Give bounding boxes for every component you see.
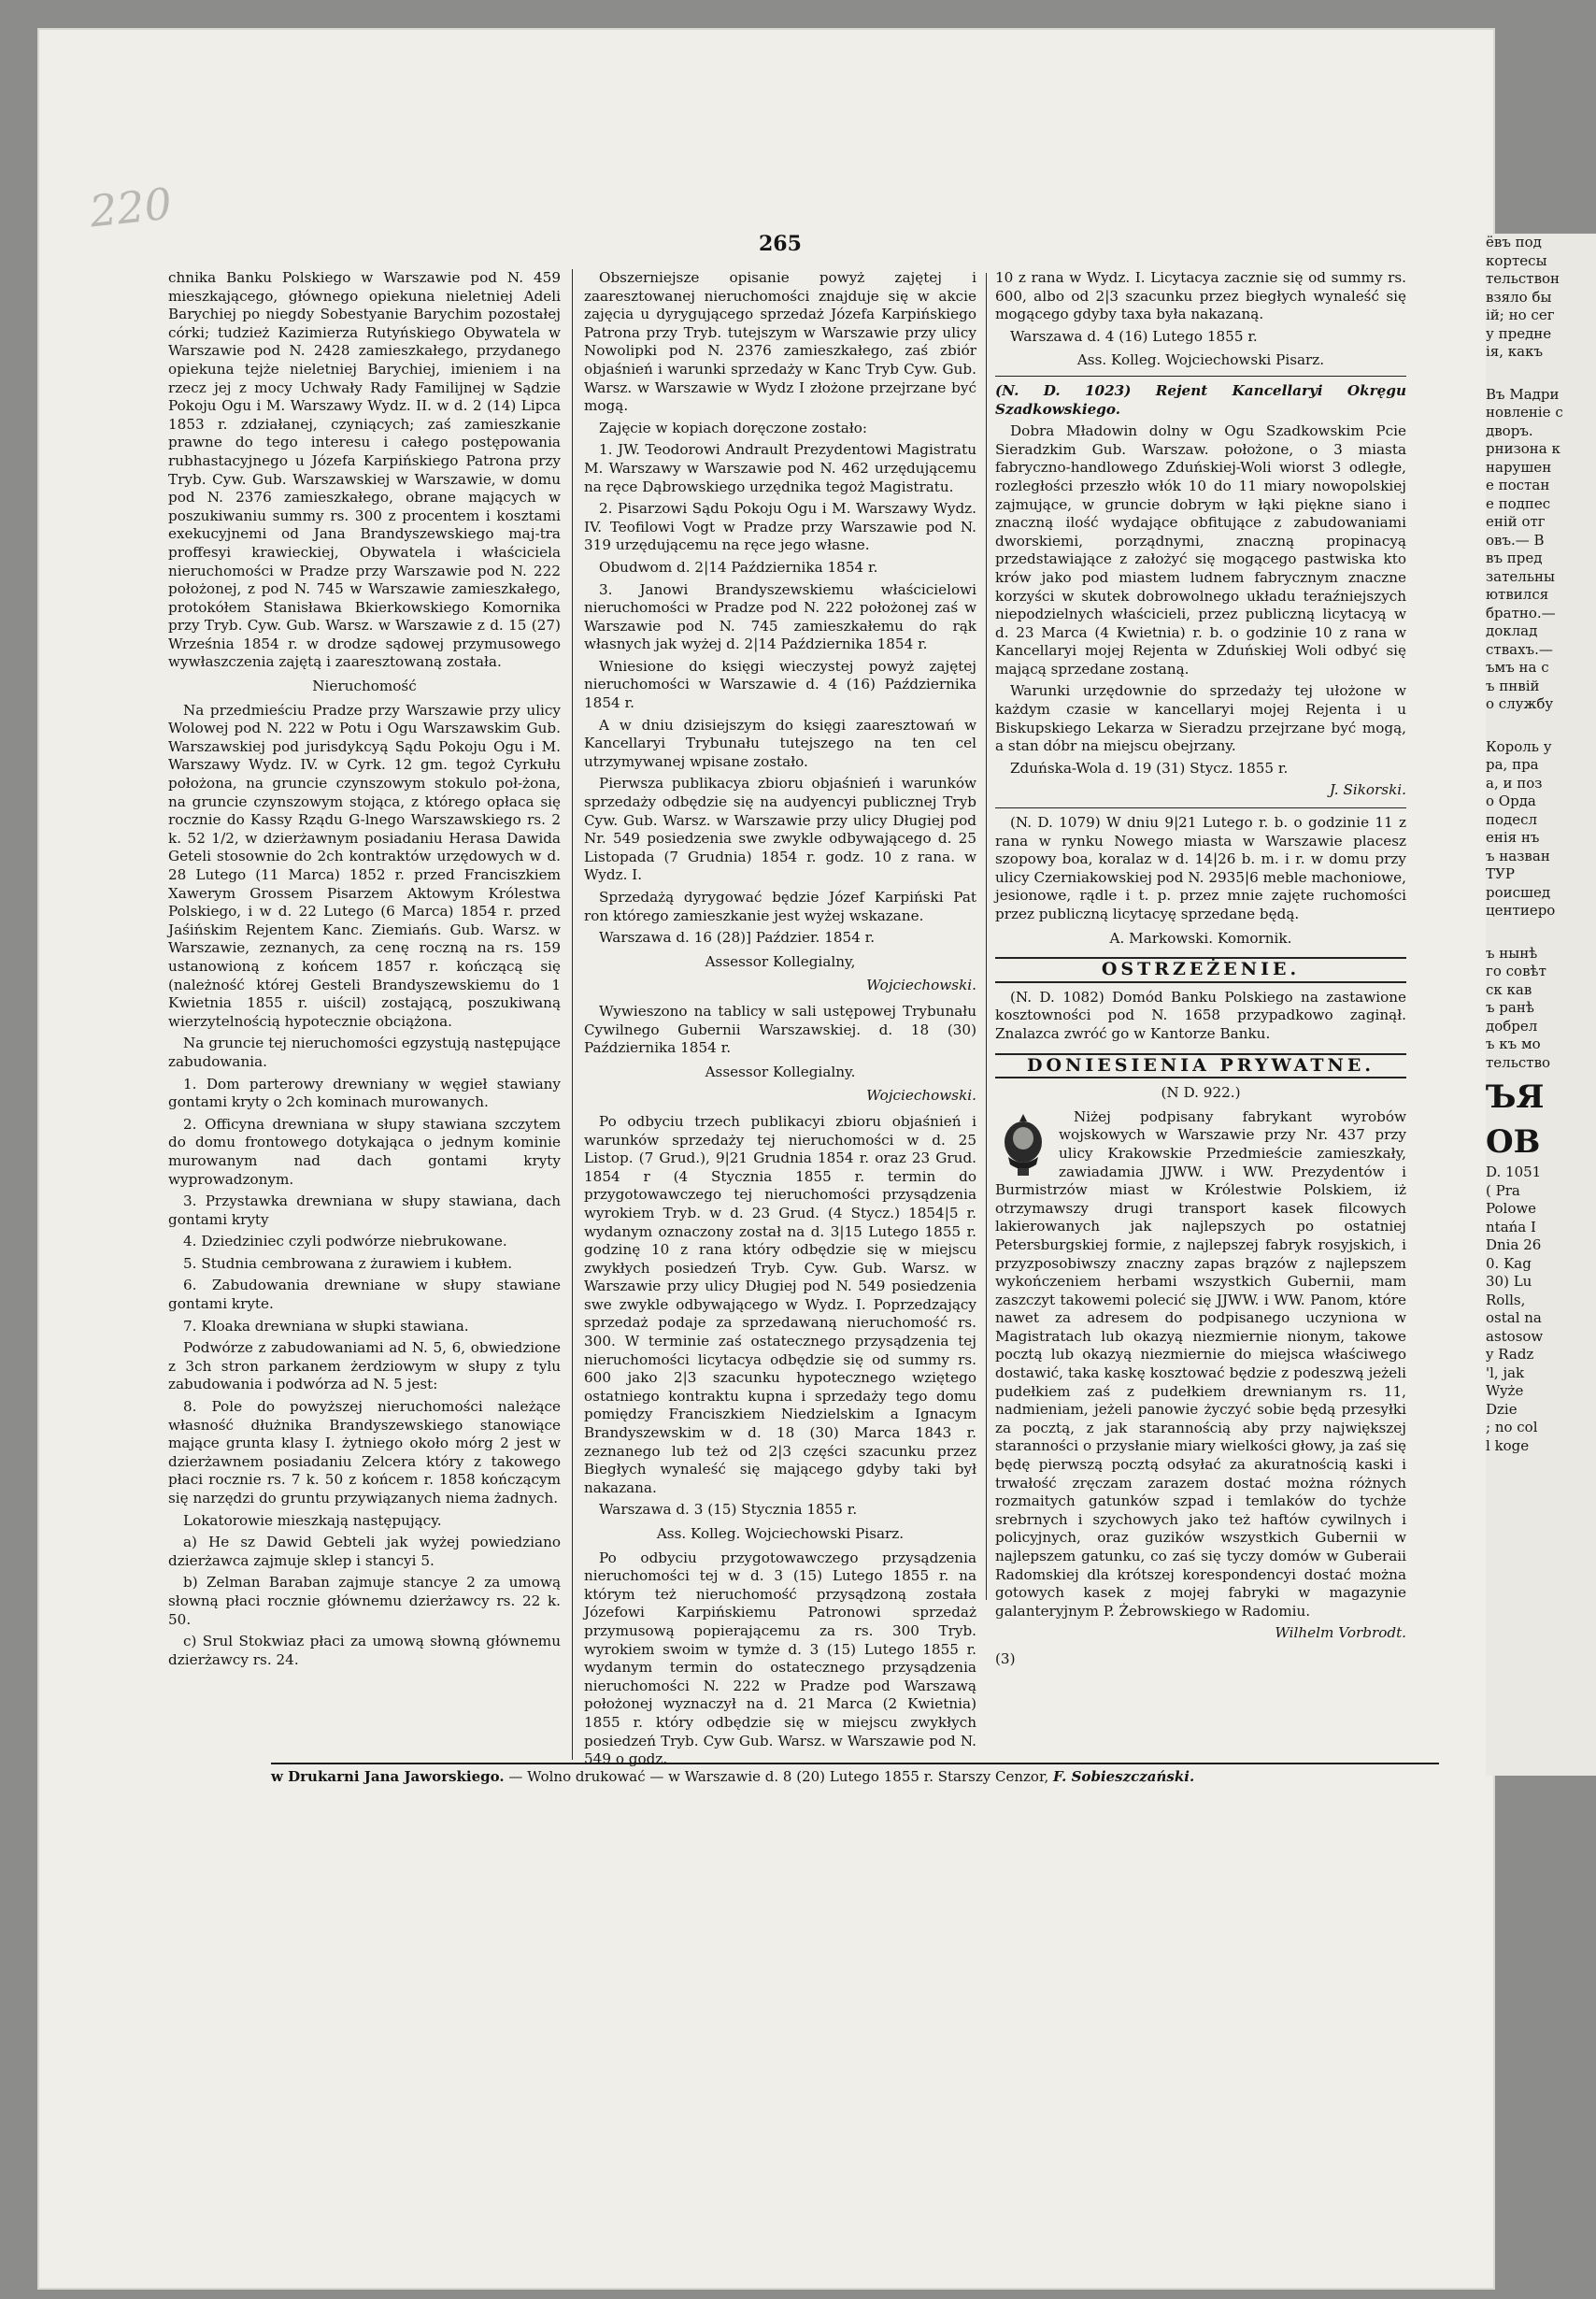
fragment-line: новленіе с: [1486, 404, 1563, 421]
col1-paragraph: Podwórze z zabudowaniami ad N. 5, 6, obwiedzione z 3ch stron parkanem żerdziowym w słupy z tylu zabudowania i podwórza ad N. 5 jest:: [168, 1339, 561, 1393]
fragment-line: D. 1051: [1486, 1164, 1542, 1180]
fragment-line: ; no col: [1486, 1419, 1538, 1435]
col2-signature-title: Assessor Kollegialny.: [705, 1063, 856, 1080]
printer-name: w Drukarni Jana Jaworskiego.: [271, 1768, 505, 1785]
fragment-line: ютвился: [1486, 586, 1549, 603]
fragment-line: ъ нынѣ: [1486, 944, 1538, 962]
page-number: 265: [759, 232, 802, 256]
col1-paragraph: Na gruncie tej nieruchomości egzystują następujące zabudowania.: [168, 1035, 561, 1070]
col3-signature: A. Markowski. Komornik.: [1109, 929, 1292, 947]
fragment-line: Rolls,: [1486, 1291, 1526, 1308]
column-2: [584, 269, 976, 1773]
col2-signature-title: Assessor Kollegialny,: [705, 952, 856, 970]
fragment-line: е подпес: [1486, 494, 1551, 512]
col2-paragraph: Zajęcie w kopiach doręczone zostało:: [599, 419, 868, 436]
fragment-line: ъ ранѣ: [1486, 999, 1534, 1016]
col3-paragraph: Zduńska-Wola d. 19 (31) Stycz. 1855 r.: [1010, 759, 1289, 777]
fragment-line: Polowe: [1486, 1200, 1537, 1217]
fragment-line: Dnia 26: [1486, 1236, 1542, 1253]
helmet-emblem-icon: [995, 1110, 1051, 1179]
col2-paragraph: Warszawa d. 3 (15) Stycznia 1855 r.: [599, 1501, 858, 1519]
notice-number-tail: (3): [995, 1649, 1016, 1667]
fragment-line: ( Pra: [1486, 1181, 1520, 1199]
fragment-line: ск кав: [1486, 980, 1532, 998]
column-1: [168, 269, 561, 1673]
fragment-line: ТУР: [1486, 865, 1515, 882]
section-heading-warning: OSTRZEŻENIE.: [995, 957, 1406, 983]
fragment-spacer: [1486, 362, 1596, 386]
col2-paragraph: Pierwsza publikacya zbioru objaśnień i warunków sprzedaży odbędzie się na audyencyi publicznej Tryb Cyw. Gub. Warsz. w Warszawie przy ulicy Długiej pod Nr. 549 posiedzenia swe zwykle odbywającego d. 25 Listopada (7 Grudnia) 1854 r. godz. 10 z rana. w Wydz. I.: [584, 775, 976, 884]
fragment-line: y Radz: [1486, 1346, 1534, 1363]
notice-divider: [995, 807, 1406, 808]
fragment-line: центиеро: [1486, 902, 1556, 919]
fragment-line: братно.—: [1486, 604, 1556, 621]
censor-permission: — Wolno drukować — w Warszawie d. 8 (20) Lutego 1855 r. Starszy Cenzor,: [508, 1768, 1049, 1785]
fragment-line: 'l, jak: [1486, 1364, 1525, 1381]
col1-list-item: 4. Dziedziniec czyli podwórze niebrukowane.: [183, 1233, 507, 1250]
fragment-line: дворъ.: [1486, 421, 1533, 439]
col2-paragraph: 2. Pisarzowi Sądu Pokoju Ogu i M. Warszawy Wydz. IV. Teofilowi Vogt w Pradze przy Warszawie pod N. 319 urzędującemu na ręce jego własne.: [584, 500, 976, 554]
fragment-line: роисшед: [1486, 883, 1551, 901]
fragment-line: ntańa I: [1486, 1218, 1536, 1235]
fragment-line: ъ къ мо: [1486, 1035, 1541, 1052]
fragment-line: зательны: [1486, 567, 1555, 585]
fragment-line: l koge: [1486, 1436, 1530, 1454]
column-3: [995, 269, 1406, 1673]
handwritten-margin-note: 220: [87, 178, 175, 237]
col3-paragraph-text: Niżej podpisany fabrykant wyrobów wojskowych w Warszawie przy Nr. 437 przy ulicy Krakowskie Przedmieście zamieszkały, zawiadamia JJWW. i WW. Prezydentów i Burmistrzów miast w Królestwie Polskiem, iż otrzymawszy drugi transport kasek filcowych lakierowanych jak najlepszych po ostatniej Petersburgskiej formie, z najlepszej fabryk rosyjskich, i przyzposobiwszy znaczny zapas brązów z najlepszem wykończeniem herbami wszystkich Gubernii, mam zaszczyt takowemi polecić się JJWW. i WW. Panom, które nawet za adresem do podpisanego uczyniona w Magistratach lub okazyą niezmiernie nionym, takowe pocztą lub okazyą niezmiernie do miejsca właściwego dostawić, taka kaskę kosztować będzie z podeszwą jeżeli pudełkiem zaś z pudełkiem drewnianym rs. 11, nadmieniam, jeżeli panowie życzyć sobie będą przesyłki za pocztą, z jak starannością aby przy największej staranności o przysłanie miary wielkości głowy, ja zaś się będę pierwszą pocztą odsyłać za akuratnością kaski i trwałość zręczam zarazem dostać można różnych rozmaitych gatunków szpad i temlaków do tychże srebrnych i szychowych jako też haftów cywilnych i policyjnych, oraz guzików wszystkich Gubernii w najlepszem gatunku, co zaś się tyczy domów w Guberaii Radomskiej dla krótszej korespondencyi dostać można gotowych kasek z mojej fabryki w magazynie galanteryjnym P. Żebrowskiego w Radomiu.: [995, 1107, 1406, 1620]
fragment-line: добрел: [1486, 1017, 1538, 1035]
col2-paragraph: Obszerniejsze opisanie powyż zajętej i zaaresztowanej nieruchomości znajduje się w akcie zajęcia u dyrygującego sprzedaż Józefa Karpińskiego Patrona przy Tryb. tutejszym w Warszawie przy ulicy Nowolipki pod N. 2376 zamieszkałego, zaś zbiór objaśnień i warunki sprzedaży w Kanc Tryb Cyw. Gub. Warsz. w Warszawie w Wydz I złożone przejrzane być mogą.: [584, 269, 976, 415]
fragment-line: ъмъ на с: [1486, 659, 1549, 676]
col3-paragraph: Dobra Mładowin dolny w Ogu Szadkowskim Pcie Sieradzkim Gub. Warszaw. położone, o 3 miasta fabryczno-handlowego Zduńskiej-Woli wiorst 3 odległe, rozległości przeszło włók 10 do 11 miary nowopolskiej zajmujące, w gruncie dobrym w łąki piękne siano i znaczną ilość wydające obfitujące z zabudowaniami dworskiemi, porządnymi, znaczną propinacyą przedstawiające z założyć się mogącego pastwiska kto krów jako pod miastem ludnem fabrycznym znaczne korzyści w skutek dobrowolnego układu teraźniejszych niepodzielnych właścicieli, przez publiczną licytacyą w d. 23 Marca (4 Kwietnia) r. b. o godzinie 10 z rana w Kancellaryi mojej Rejenta w Zduńskiej Woli odbyć się mającą sprzedane zostaną.: [995, 422, 1406, 678]
fragment-line: подесл: [1486, 810, 1538, 828]
fragment-line: тельствон: [1486, 270, 1560, 287]
fragment-line: овъ.— В: [1486, 531, 1545, 549]
col2-paragraph: 3. Janowi Brandyszewskiemu właścicielowi nieruchomości w Pradze pod N. 222 położonej zaś w Warszawie pod N. 745 zamieszkałemu do rąk własnych jak wyżej d. 2|14 Października 1854 r.: [584, 580, 976, 653]
col2-paragraph: Wniesione do księgi wieczystej powyż zajętej nieruchomości w Warszawie d. 4 (16) Października 1854 r.: [584, 657, 976, 712]
fragment-line: у предне: [1486, 324, 1552, 342]
fragment-line: о Орда: [1486, 793, 1536, 809]
fragment-line: еній отг: [1486, 513, 1546, 530]
fragment-line: доклад: [1486, 622, 1538, 639]
imprint-footer: [271, 1763, 1439, 1786]
notice-divider: [995, 376, 1406, 377]
fragment-spacer: [1486, 921, 1596, 945]
fragment-line: 30) Lu: [1486, 1273, 1532, 1290]
col2-paragraph: Wywieszono na tablicy w sali ustępowej Trybunału Cywilnego Gubernii Warszawskiej. d. 18 (30) Października 1854 r.: [584, 1002, 976, 1057]
col2-signature: Wojciechowski.: [866, 977, 976, 994]
fragment-line: го совѣт: [1486, 963, 1546, 979]
col1-paragraph: chnika Banku Polskiego w Warszawie pod N. 459 mieszkającego, głównego opiekuna nieletniej Adeli Barychiej po niegdy Sobestyanie Barychim pozostałej córki; tudzież Kazimierza Rutyńskiego Obywatela w Warszawie pod N. 2428 zamieszkałego, przydanego opiekuna tejże nieletniej Barychiej, imieniem i na rzecz jej z mocy Uchwały Rady Familijnej w Sądzie Pokoju Ogu i M. Warszawy Wydz. II. w d. 2 (14) Lipca 1853 r. zdziałanej, czyniących; zaś zamieszkanie prawne do tego interesu i całego postępowania rubhastacyjnego u Józefa Karpińskiego Patrona przy Tryb. Cyw. Gub. Warszawskiej w Warszawie, w domu pod N. 2376 zamieszkałego, obrane mających w poszukiwaniu summy rs. 300 z procentem i kosztami exekucyjnemi od Jana Brandyszewskiego maj-tra proffesyi krawieckiej, Obywatela i właściciela nieruchomości w Pradze przy Warszawie pod N. 222 położonej, z pod N. 745 w Warszawie zamieszkałego, protokółem Stanisława Bkierkowskiego Komornika przy Tryb. Cyw. Gub. Warsz. w Warszawie z d. 15 (27) Września 1854 r. w drodze sądowej przymusowego wywłaszczenia zajętą i zaaresztowaną została.: [168, 269, 561, 671]
fragment-line: Въ Мадри: [1486, 385, 1560, 403]
col1-list-item: 2. Officyna drewniana w słupy stawiana szczytem do domu frontowego dotykająca o jednym kominie murowanym nad dach gontami kryty wyprowadzonym.: [168, 1115, 561, 1188]
col2-paragraph: 1. JW. Teodorowi Andrault Prezydentowi Magistratu M. Warszawy w Warszawie pod N. 462 urzędującemu na ręce Dąbrowskiego urzędnika tegoż Magistratu.: [584, 441, 976, 495]
fragment-line: ія, какъ: [1486, 343, 1544, 360]
col1-list-item: 6. Zabudowania drewniane w słupy stawiane gontami kryte.: [168, 1277, 561, 1313]
column-rule-right: [986, 273, 987, 1600]
section-heading-private-notices: DONIESIENIA PRYWATNE.: [995, 1053, 1406, 1079]
col1-list-item: 7. Kloaka drewniana w słupki stawiana.: [183, 1317, 469, 1335]
fragment-line: Wyże: [1486, 1382, 1524, 1399]
col2-paragraph: Po odbyciu trzech publikacyi zbioru objaśnień i warunków sprzedaży tej nieruchomości w d. 25 Listop. (7 Grud.), 9|21 Grudnia 1854 r. oraz 23 Grud. 1854 r (4 Stycznia 1855 r. termin do przygotowawczego tej nieruchomości przysądzenia wyrokiem Tryb. w d. 23 Grud. (4 Stycz.) 1854|5 r. wydanym oznaczony został na d. 3|15 Lutego 1855 r. godzinę 10 z rana który odbędzie się w miejscu zwykłych posiedzeń Tryb. Cyw. Gub. Warsz. w Warszawie przy ulicy Długiej pod N. 549 posiedzenia swe zwykle odbywającego w Wydz. I. Poprzedzający sprzedaż podaje za sprzedawaną nieruchomość rs. 300. W terminie zaś ostatecznego przysądzenia tej nieruchomości licytacya odbędzie się od summy rs. 600 jako 2|3 szacunku hypotecznego wziętego ostatniego kontraktu kupna i sprzedaży tego domu pomiędzy Franciszkiem Niedzielskim a Ignacym Brandyszewskim w d. 18 (30) Marca 1843 r. zeznanego lub też od 2|3 części szacunku przez Biegłych wynaleść się mającego gdyby taki był nakazana.: [584, 1112, 976, 1496]
col2-paragraph: A w dniu dzisiejszym do księgi zaaresztowań w Kancellaryi Trybunału tutejszego na ten cel utrzymywanej wpisane zostało.: [584, 716, 976, 770]
fragment-headline: ЪЯ: [1486, 1078, 1545, 1116]
col3-paragraph: Warszawa d. 4 (16) Lutego 1855 r.: [1010, 327, 1258, 345]
fragment-line: Dzie: [1486, 1400, 1518, 1418]
col2-signature: Ass. Kolleg. Wojciechowski Pisarz.: [656, 1525, 905, 1542]
fragment-line: взяло бы: [1486, 288, 1552, 306]
col1-list-item: 1. Dom parterowy drewniany w węgieł stawiany gontami kryty o 2ch kominach murowanych.: [168, 1075, 561, 1111]
col1-list-item: a) He sz Dawid Gebteli jak wyżej powiedziano dzierżawca zajmuje sklep i stancyi 5.: [168, 1534, 561, 1569]
col3-signature: Ass. Kolleg. Wojciechowski Pisarz.: [1076, 351, 1325, 369]
fragment-spacer: [1486, 714, 1596, 738]
col2-paragraph: Obudwom d. 2|14 Października 1854 r.: [599, 558, 878, 576]
fragment-line: о службу: [1486, 695, 1554, 712]
col3-paragraph: (N. D. 1082) Domód Banku Polskiego na zastawione kosztowności pod N. 1658 przypadkowo zaginął. Znalazca zwróć go w Kantorze Banku.: [995, 988, 1406, 1042]
col1-paragraph: Na przedmieściu Pradze przy Warszawie przy ulicy Wolowej pod N. 222 w Potu i Ogu Warszawskim Gub. Warszawskiej pod jurisdykcyą Sądu Pokoju Ogu i M. Warszawy Wydz. IV. w Cyrk. 12 gm. tegoż Cyrkułu położona, na gruncie czynszowym stokulo poł-żona, na gruncie czynszowym stojąca, z którego opłaca się rocznie do Kassy Rządu G-lnego Warszawskiego rs. 2 k. 52 1/2, w dzierżawnym posiadaniu Herasa Dawida Geteli stosownie do 2ch kontraktów urzędowych w d. 28 Lutego (11 Marca) 1852 r. przed Franciszkiem Xawerym Grossem Pisarzem Aktowym Królestwa Polskiego, i w d. 22 Lutego (6 Marca) 1854 r. przed Jaśińskim Rejentem Kanc. Ziemiańs. Gub. Warsz. w Warszawie, zeznanych, za cenę roczną na rs. 159 ustanowioną z końcem 1857 r. kończącą się (należność której Gesteli Brandyszewskiemu do 1 Kwietnia 1855 r. uiścil) zostającą, poszukiwaną wierzytelnością hypotecznie obciążona.: [168, 701, 561, 1030]
fragment-line: ъ пнвій: [1486, 677, 1540, 694]
col1-subheading: Nieruchomość: [312, 678, 417, 695]
fragment-line: тельство: [1486, 1053, 1551, 1071]
fragment-line: astosow: [1486, 1327, 1544, 1345]
col2-paragraph: Po odbyciu przygotowawczego przysądzenia nieruchomości tej w d. 3 (15) Lutego 1855 r. na którym też nieruchomość przysądzoną została Józefowi Karpińskiemu Patronowi sprzedaż przymusową popierającemu za rs. 300 Tryb. wyrokiem swoim w tymże d. 3 (15) Lutego 1855 r. wydanym termin do ostatecznego przysądzenia nieruchomości N. 222 w Pradze pod Warszawą położonej wyznaczył na d. 21 Marca (2 Kwietnia) 1855 r. który odbędzie się w miejscu zwykłych posiedzeń Tryb. Cyw Gub. Warsz. w Warszawie pod N. 549 o godz.: [584, 1549, 976, 1768]
fragment-line: 0. Kag: [1486, 1254, 1532, 1272]
col2-paragraph: Sprzedażą dyrygować będzie Józef Karpiński Pat ron którego zamieszkanie jest wyżej wskazane.: [584, 889, 976, 924]
fragment-line: рнизона к: [1486, 440, 1560, 457]
col2-paragraph: Warszawa d. 16 (28)] Paździer. 1854 r.: [599, 929, 876, 947]
fragment-line: е постан: [1486, 477, 1550, 493]
fragment-line: ій; но сег: [1486, 307, 1555, 323]
fragment-headline: ОВ: [1486, 1123, 1541, 1161]
fragment-line: Король у: [1486, 737, 1552, 755]
col3-paragraph: 10 z rana w Wydz. I. Licytacya zacznie się od summy rs. 600, albo od 2|3 szacunku przez biegłych wynaleść się mogącego gdyby taxa była nakazaną.: [995, 269, 1406, 323]
col1-paragraph: Lokatorowie mieszkają następujący.: [183, 1511, 442, 1529]
col1-list-item: 3. Przystawka drewniana w słupy stawiana, dach gontami kryty: [168, 1192, 561, 1228]
col3-paragraph: [995, 1108, 1406, 1621]
fragment-line: ostal na: [1486, 1309, 1542, 1326]
fragment-line: ствахъ.—: [1486, 640, 1553, 658]
fragment-line: кортесы: [1486, 251, 1547, 269]
fragment-line: въ пред: [1486, 550, 1543, 566]
censor-name: F. Sobieszczański.: [1053, 1768, 1195, 1785]
col3-signature: Wilhelm Vorbrodt.: [1275, 1624, 1406, 1642]
fragment-line: ъ назван: [1486, 847, 1550, 864]
fragment-line: а, и поз: [1486, 774, 1543, 792]
fragment-line: ра, пра: [1486, 756, 1539, 773]
col1-list-item: b) Zelman Baraban zajmuje stancye 2 za umową słowną płaci rocznie głównemu dzierżawcy rs. 22 k. 50.: [168, 1574, 561, 1628]
column-rule-left: [572, 269, 573, 1760]
fragment-line: нарушен: [1486, 458, 1552, 476]
notice-heading: (N D. 922.): [1161, 1084, 1241, 1102]
fragment-line: ёвъ под: [1486, 234, 1542, 250]
col3-signature: J. Sikorski.: [1329, 781, 1406, 799]
col1-list-item: c) Srul Stokwiaz płaci za umową słowną głównemu dzierżawcy rs. 24.: [168, 1633, 561, 1668]
col1-list-item: 8. Pole do powyższej nieruchomości należące własność dłużnika Brandyszewskiego stanowiące mające grunta klasy I. żytniego około mórg 2 jest w dzierżawnem posiadaniu Zelcera który z takowego płaci rocznie rs. 7 k. 50 z końcem r. 1858 kończącym się narzędzi do gruntu przywiązanych niema żadnych.: [168, 1398, 561, 1506]
notice-heading: (N. D. 1023) Rejent Kancellaryi Okręgu Szadkowskiego.: [995, 381, 1406, 418]
col1-list-item: 5. Studnia cembrowana z żurawiem i kubłem.: [183, 1254, 513, 1272]
col3-paragraph: (N. D. 1079) W dniu 9|21 Lutego r. b. o godzinie 11 z rana w rynku Nowego miasta w Warszawie placesz szopowy boa, koralaz w d. 14|26 b. m. i r. w domu przy ulicy Czerniakowskiej pod N. 2935|6 meble machoniowe, jesionowe, rądle i t. p. przez mnie zajęte ruchomości przez publiczną licytacyę sprzedane będą.: [995, 814, 1406, 922]
col3-paragraph: Warunki urzędownie do sprzedaży tej ułożone w każdym czasie w kancellaryi mojej Rejenta i u Biskupskiego Lekarza w Sieradzu przejrzane być mogą, a stan dóbr na miejscu obejrzany.: [995, 682, 1406, 755]
fragment-line: енія нъ: [1486, 829, 1540, 846]
col2-signature: Wojciechowski.: [866, 1087, 976, 1105]
adjacent-page-fragment: [1486, 234, 1596, 1776]
